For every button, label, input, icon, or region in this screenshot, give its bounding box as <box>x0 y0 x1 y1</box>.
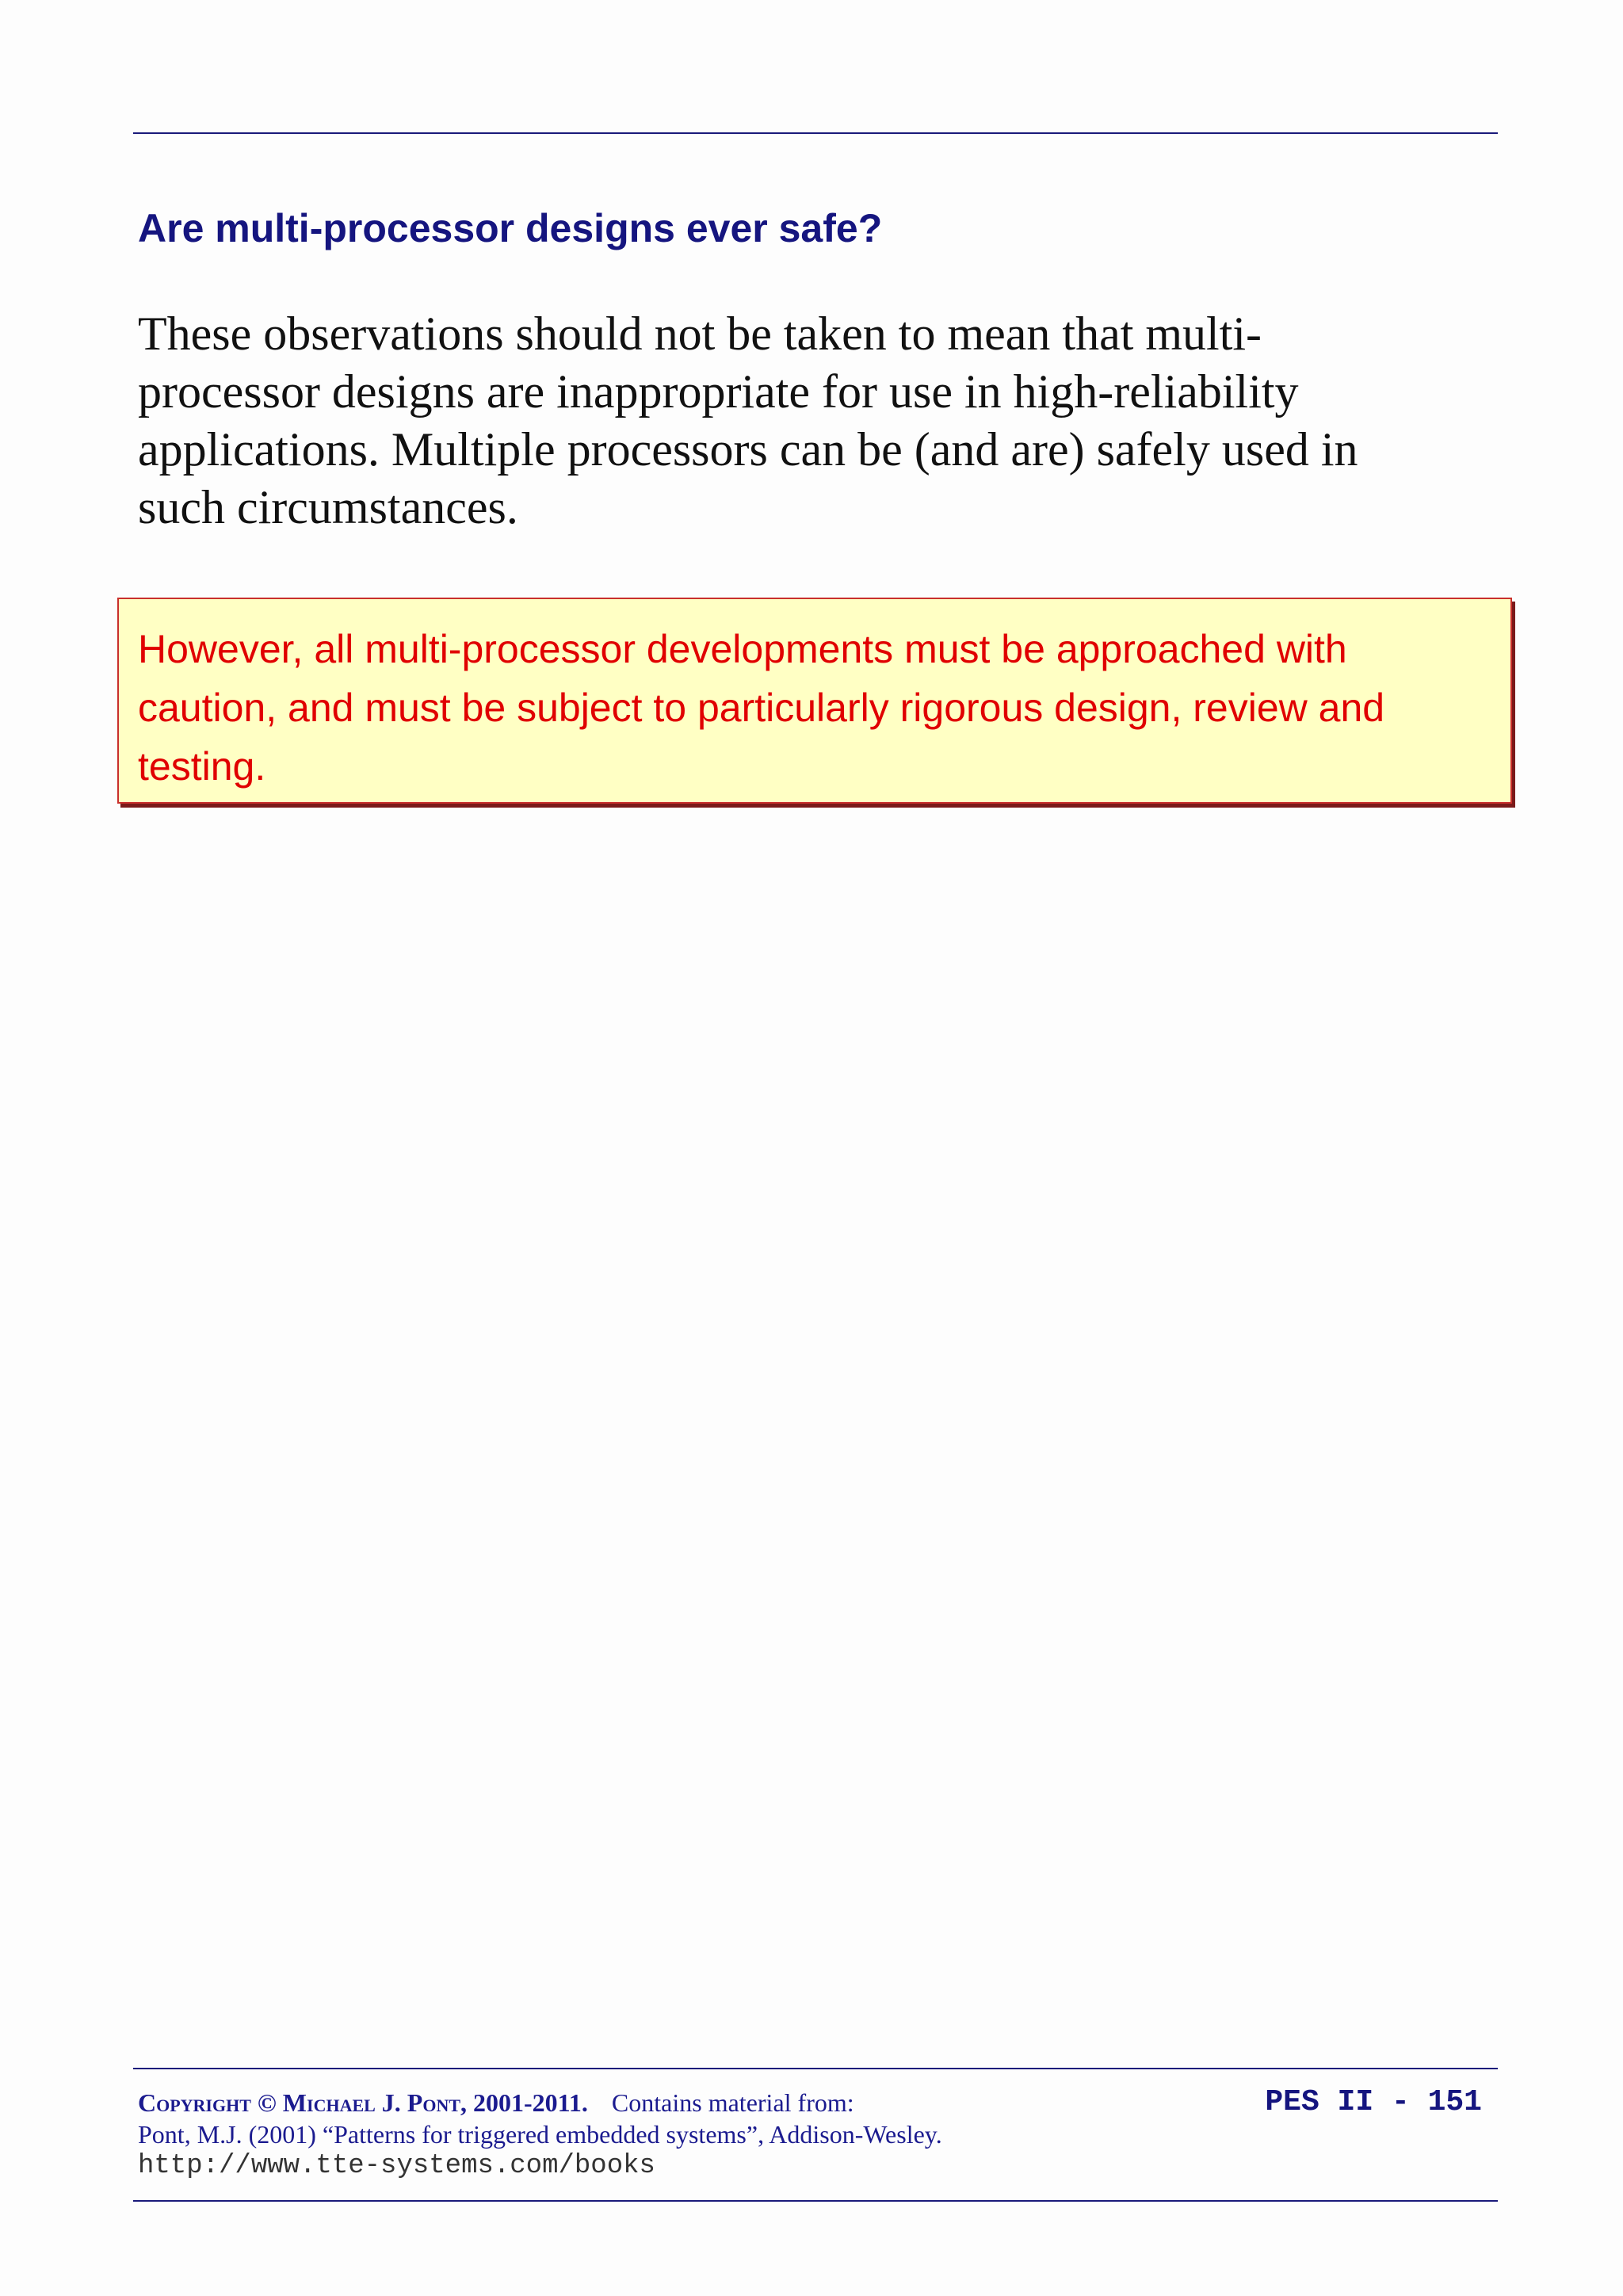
slide-heading: Are multi-processor designs ever safe? <box>138 206 883 250</box>
body-line: applications. Multiple processors can be (and are) safely used in <box>138 423 1358 476</box>
callout-line: caution, and must be subject to particularly rigorous design, review and <box>138 686 1385 730</box>
warning-callout-box <box>117 598 1512 804</box>
body-line: These observations should not be taken to mean that multi- <box>138 308 1262 360</box>
body-paragraph <box>138 305 1501 537</box>
copyright-notice: Copyright © Michael J. Pont, 2001-2011. <box>138 2088 588 2117</box>
body-line: processor designs are inappropriate for use in high-reliability <box>138 365 1299 418</box>
callout-line: However, all multi-processor developments must be approached with <box>138 627 1347 671</box>
footer-bottom-divider <box>133 2200 1498 2202</box>
footer-copyright-line <box>138 2087 942 2118</box>
footer-url-link[interactable]: http://www.tte-systems.com/books <box>138 2151 655 2181</box>
callout-line: testing. <box>138 744 266 789</box>
footer-citation: Pont, M.J. (2001) “Patterns for triggered embedded systems”, Addison-Wesley. <box>138 2120 942 2149</box>
source-intro: Contains material from: <box>611 2088 854 2117</box>
body-line: such circumstances. <box>138 481 518 533</box>
footer-top-divider <box>133 2068 1498 2069</box>
page-number: PES II - 151 <box>1265 2085 1482 2119</box>
footer-credits <box>138 2087 942 2182</box>
top-divider <box>133 132 1498 134</box>
